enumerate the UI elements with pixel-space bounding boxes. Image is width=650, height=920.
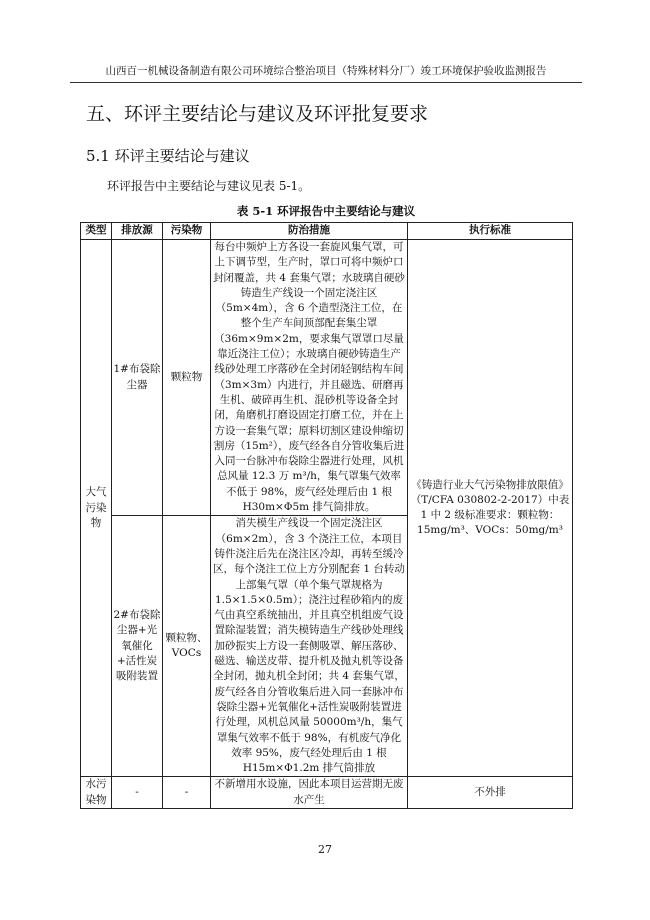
source-cell: 2#布袋除尘器+光氧催化+活性炭吸附装置 [112,516,163,777]
source-cell: 1#布袋除尘器 [112,240,163,516]
measures-cell: 消失模生产线设一个固定浇注区（6m×2m），含 3 个浇注工位，本项目铸件浇注后先在浇注区冷却，再转至缓冷区，每个浇注工位上方分别配套 1 台转动上部集气罩（单个集气罩规格为 1.5×1.5×0.5m）；浇注过程砂箱内的废气由真空系统抽出，并且真空机组废气设置除湿装置；消失模铸造生产线砂处理线加砂振实上方设一套侧吸罩、解压落砂、磁选、输送皮带、提升机及抛丸机等设备全封闭，抛丸机全封闭；共 4 套集气罩，废气经各自分管收集后进入同一套脉冲布袋除尘器+光氧催化+活性炭吸附装置进行处理，风机总风量 50000m³/h，集气罩集气效率不低于 98%，有机废气净化效率 95%，废气经处理后由 1 根 H15m×Φ1.2m 排气筒排放 [211,516,408,777]
measures-cell: 每台中频炉上方各设一套旋风集气罩，可上下调节型，生产时，罩口可将中频炉口封闭覆盖，共 4 套集气罩；水玻璃自硬砂铸造生产线设一个固定浇注区（5m×4m），含 6 个造型浇注工位，在整个生产车间顶部配套集尘罩（36m×9m×2m，要求集气罩罩口尽量靠近浇注工位）；水玻璃自硬砂铸造生产线砂处理工序落砂在全封闭轻钢结构车间（3m×3m）内进行，并且磁选、研磨再生机、破碎再生机、混砂机等设备全封闭，角磨机打磨设固定打磨工位，并在上方设一套集气罩；原料切割区建设伸缩切割房（15m²），废气经各自分管收集后进入同一台脉冲布袋除尘器进行处理，风机总风量 12.3 万 m³/h，集气罩集气效率不低于 98%，废气经处理后由 1 根 H30m×Φ5m 排气筒排放。 [211,240,408,516]
conclusions-table [80,222,573,809]
source-cell: - [112,777,163,809]
table-row [81,240,573,516]
air-standard-cell: 《铸造行业大气污染物排放限值》（T/CFA 030802-2-2017）中表 1 中 2 级标准要求：颗粒物：15mg/m³、VOCs：50mg/m³ [408,240,573,777]
header-type: 类型 [81,223,112,240]
header-source: 排放源 [112,223,163,240]
header-pollutant: 污染物 [163,223,211,240]
page-number: 27 [318,843,332,856]
measures-cell: 不新增用水设施，因此本项目运营期无废水产生 [211,777,408,809]
pollutant-cell: 颗粒物、VOCs [163,516,211,777]
header-measures: 防治措施 [211,223,408,240]
intro-paragraph: 环评报告中主要结论与建议见表 5-1。 [107,179,311,193]
table-header-row [81,223,573,240]
pollutant-cell: 颗粒物 [163,240,211,516]
water-standard-cell: 不外排 [408,777,573,809]
header-standard: 执行标准 [408,223,573,240]
page-header: 山西百一机械设备制造有限公司环境综合整治项目（特殊材料分厂）竣工环境保护验收监测报告 [70,64,582,83]
water-type-cell: 水污染物 [81,777,112,809]
subsection-heading: 5.1 环评主要结论与建议 [86,147,250,165]
table-caption: 表 5-1 环评报告中主要结论与建议 [236,204,416,218]
table-row [81,777,573,809]
pollutant-cell: - [163,777,211,809]
air-type-cell: 大气污染物 [81,240,112,777]
section-heading: 五、环评主要结论与建议及环评批复要求 [86,103,429,125]
